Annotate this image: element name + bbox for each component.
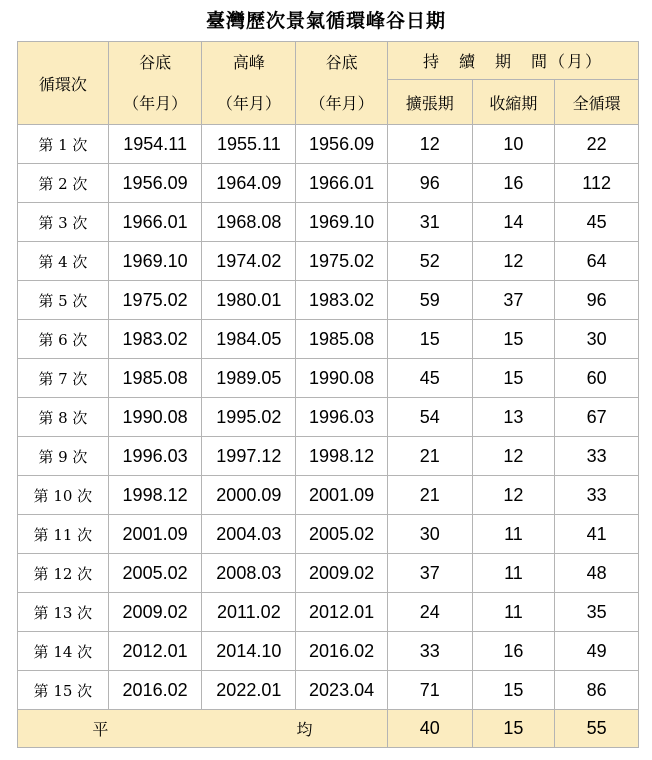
expansion-cell: 45 (387, 359, 472, 398)
trough-end-cell: 2009.02 (296, 554, 388, 593)
peak-cell: 1974.02 (202, 242, 296, 281)
trough-end-cell: 1998.12 (296, 437, 388, 476)
expansion-cell: 71 (387, 671, 472, 710)
peak-cell: 1968.08 (202, 203, 296, 242)
contraction-cell: 16 (472, 632, 555, 671)
average-label-right: 均 (296, 720, 313, 739)
table-row (18, 203, 639, 242)
trough-end-cell: 1983.02 (296, 281, 388, 320)
header-duration: 持 續 期 間（月） (387, 42, 638, 80)
peak-cell: 1964.09 (202, 164, 296, 203)
expansion-cell: 54 (387, 398, 472, 437)
header-trough-end-unit: （年月） (309, 93, 374, 113)
expansion-cell: 12 (387, 125, 472, 164)
average-expansion: 40 (387, 710, 472, 748)
table-row (18, 476, 639, 515)
trough-start-cell: 2016.02 (108, 671, 202, 710)
trough-start-cell: 2009.02 (108, 593, 202, 632)
full-cycle-cell: 45 (555, 203, 639, 242)
cycle-cell: 第 7 次 (18, 359, 109, 398)
trough-end-cell: 2001.09 (296, 476, 388, 515)
trough-end-cell: 2012.01 (296, 593, 388, 632)
average-row (18, 710, 639, 748)
cycle-cell: 第 1 次 (18, 125, 109, 164)
trough-end-cell: 1969.10 (296, 203, 388, 242)
trough-start-cell: 2001.09 (108, 515, 202, 554)
full-cycle-cell: 64 (555, 242, 639, 281)
table-row (18, 320, 639, 359)
table-body (18, 125, 639, 710)
contraction-cell: 10 (472, 125, 555, 164)
contraction-cell: 13 (472, 398, 555, 437)
table-row (18, 632, 639, 671)
header-contraction: 收縮期 (472, 80, 555, 125)
cycle-cell: 第 5 次 (18, 281, 109, 320)
header-trough-end-label: 谷底 (325, 52, 358, 72)
average-label (18, 710, 388, 748)
trough-end-cell: 1975.02 (296, 242, 388, 281)
cycle-cell: 第 8 次 (18, 398, 109, 437)
full-cycle-cell: 60 (555, 359, 639, 398)
header-peak-unit: （年月） (216, 93, 281, 113)
full-cycle-cell: 86 (555, 671, 639, 710)
full-cycle-cell: 33 (555, 437, 639, 476)
cycle-cell: 第 9 次 (18, 437, 109, 476)
table-row (18, 671, 639, 710)
contraction-cell: 14 (472, 203, 555, 242)
cycle-cell: 第 4 次 (18, 242, 109, 281)
business-cycle-table (17, 41, 639, 748)
table-row (18, 359, 639, 398)
expansion-cell: 15 (387, 320, 472, 359)
full-cycle-cell: 22 (555, 125, 639, 164)
expansion-cell: 21 (387, 476, 472, 515)
full-cycle-cell: 41 (555, 515, 639, 554)
trough-end-cell: 2023.04 (296, 671, 388, 710)
peak-cell: 2014.10 (202, 632, 296, 671)
expansion-cell: 24 (387, 593, 472, 632)
cycle-cell: 第 12 次 (18, 554, 109, 593)
table-row (18, 242, 639, 281)
contraction-cell: 15 (472, 359, 555, 398)
trough-start-cell: 1975.02 (108, 281, 202, 320)
peak-cell: 2000.09 (202, 476, 296, 515)
full-cycle-cell: 96 (555, 281, 639, 320)
contraction-cell: 37 (472, 281, 555, 320)
cycle-cell: 第 14 次 (18, 632, 109, 671)
trough-start-cell: 2005.02 (108, 554, 202, 593)
contraction-cell: 11 (472, 515, 555, 554)
contraction-cell: 16 (472, 164, 555, 203)
contraction-cell: 11 (472, 554, 555, 593)
table-row (18, 515, 639, 554)
table-row (18, 125, 639, 164)
cycle-cell: 第 2 次 (18, 164, 109, 203)
peak-cell: 2011.02 (202, 593, 296, 632)
expansion-cell: 52 (387, 242, 472, 281)
trough-start-cell: 1983.02 (108, 320, 202, 359)
peak-cell: 1995.02 (202, 398, 296, 437)
full-cycle-cell: 30 (555, 320, 639, 359)
trough-start-cell: 1954.11 (108, 125, 202, 164)
full-cycle-cell: 33 (555, 476, 639, 515)
average-full-cycle: 55 (555, 710, 639, 748)
expansion-cell: 21 (387, 437, 472, 476)
trough-end-cell: 1985.08 (296, 320, 388, 359)
expansion-cell: 31 (387, 203, 472, 242)
contraction-cell: 12 (472, 437, 555, 476)
table-row (18, 281, 639, 320)
peak-cell: 2008.03 (202, 554, 296, 593)
expansion-cell: 59 (387, 281, 472, 320)
cycle-cell: 第 15 次 (18, 671, 109, 710)
full-cycle-cell: 112 (555, 164, 639, 203)
header-trough-start-label: 谷底 (139, 52, 172, 72)
full-cycle-cell: 67 (555, 398, 639, 437)
cycle-cell: 第 11 次 (18, 515, 109, 554)
cycle-cell: 第 10 次 (18, 476, 109, 515)
table-row (18, 437, 639, 476)
cycle-cell: 第 6 次 (18, 320, 109, 359)
peak-cell: 1989.05 (202, 359, 296, 398)
trough-end-cell: 2005.02 (296, 515, 388, 554)
expansion-cell: 96 (387, 164, 472, 203)
header-trough-start-unit: （年月） (123, 93, 188, 113)
table-title: 臺灣歷次景氣循環峰谷日期 (205, 10, 446, 32)
cycle-cell: 第 3 次 (18, 203, 109, 242)
expansion-cell: 30 (387, 515, 472, 554)
contraction-cell: 12 (472, 476, 555, 515)
peak-cell: 1980.01 (202, 281, 296, 320)
table-row (18, 164, 639, 203)
full-cycle-cell: 48 (555, 554, 639, 593)
peak-cell: 2004.03 (202, 515, 296, 554)
contraction-cell: 11 (472, 593, 555, 632)
header-full-cycle: 全循環 (555, 80, 639, 125)
header-peak-label: 高峰 (232, 52, 265, 72)
expansion-cell: 37 (387, 554, 472, 593)
trough-start-cell: 1990.08 (108, 398, 202, 437)
trough-start-cell: 1969.10 (108, 242, 202, 281)
header-trough-start (108, 42, 202, 125)
average-label-left: 平 (92, 720, 109, 739)
average-contraction: 15 (472, 710, 555, 748)
table-row (18, 554, 639, 593)
peak-cell: 1955.11 (202, 125, 296, 164)
header-expansion: 擴張期 (387, 80, 472, 125)
trough-start-cell: 1985.08 (108, 359, 202, 398)
trough-start-cell: 1998.12 (108, 476, 202, 515)
contraction-cell: 15 (472, 320, 555, 359)
table-row (18, 593, 639, 632)
peak-cell: 1984.05 (202, 320, 296, 359)
full-cycle-cell: 35 (555, 593, 639, 632)
peak-cell: 2022.01 (202, 671, 296, 710)
full-cycle-cell: 49 (555, 632, 639, 671)
trough-start-cell: 1966.01 (108, 203, 202, 242)
trough-start-cell: 1956.09 (108, 164, 202, 203)
contraction-cell: 12 (472, 242, 555, 281)
trough-end-cell: 1996.03 (296, 398, 388, 437)
trough-end-cell: 1966.01 (296, 164, 388, 203)
trough-end-cell: 1990.08 (296, 359, 388, 398)
header-cycle: 循環次 (18, 42, 109, 125)
trough-start-cell: 2012.01 (108, 632, 202, 671)
cycle-cell: 第 13 次 (18, 593, 109, 632)
peak-cell: 1997.12 (202, 437, 296, 476)
trough-end-cell: 2016.02 (296, 632, 388, 671)
trough-start-cell: 1996.03 (108, 437, 202, 476)
table-row (18, 398, 639, 437)
header-peak (202, 42, 296, 125)
header-trough-end (296, 42, 388, 125)
contraction-cell: 15 (472, 671, 555, 710)
trough-end-cell: 1956.09 (296, 125, 388, 164)
expansion-cell: 33 (387, 632, 472, 671)
